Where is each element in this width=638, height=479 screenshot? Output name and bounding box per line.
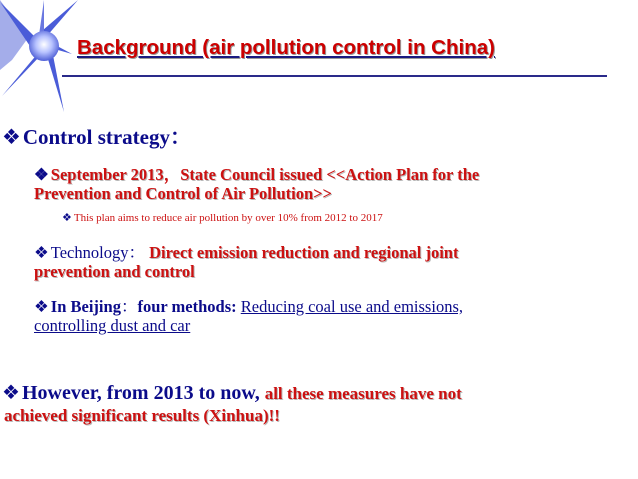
action-plan-title: Prevention and Control of Air Pollution>> (34, 184, 332, 203)
technology-label: Technology (50, 243, 129, 262)
diamond-bullet-icon: ❖ (34, 165, 49, 184)
however-line-1 (2, 380, 462, 405)
control-strategy-label: Control strategy (22, 125, 170, 149)
title-divider (62, 75, 607, 77)
four-methods-text: four methods: (137, 297, 241, 316)
september-date: September 2013 (50, 165, 164, 184)
technology-text-cont: prevention and control (34, 262, 195, 281)
colon: ： (120, 297, 138, 316)
methods-text-cont: controlling dust and car (34, 316, 191, 335)
plan-aim-line (62, 211, 383, 224)
however-text-cont: achieved significant results (Xinhua)!! (4, 406, 280, 425)
state-council-text: State Council issued <<Action Plan for the (180, 165, 480, 184)
september-line-2 (34, 184, 332, 204)
colon: ： (170, 125, 191, 149)
technology-text: Direct emission reduction and regional joint (149, 243, 459, 262)
colon: ： (128, 243, 145, 262)
comma: ， (163, 165, 181, 184)
diamond-bullet-icon: ❖ (62, 212, 72, 224)
slide-title: Background (air pollution control in China) (77, 36, 495, 59)
however-lead: However, from 2013 to now, (21, 382, 265, 404)
technology-line-1 (34, 239, 458, 263)
diamond-bullet-icon: ❖ (34, 243, 49, 262)
diamond-bullet-icon: ❖ (2, 382, 20, 404)
control-strategy-line (2, 121, 191, 151)
plan-aim-text: This plan aims to reduce air pollution by over 10% from 2012 to 2017 (73, 212, 383, 224)
september-line-1 (34, 161, 479, 185)
diamond-bullet-icon: ❖ (34, 297, 49, 316)
however-text: all these measures have not (264, 384, 462, 403)
technology-line-2 (34, 262, 195, 282)
beijing-line-2 (34, 316, 190, 336)
diamond-bullet-icon: ❖ (2, 125, 21, 149)
however-line-2 (4, 406, 280, 426)
methods-text: Reducing coal use and emissions, (240, 297, 463, 316)
beijing-label: In Beijing (50, 297, 121, 316)
beijing-line-1 (34, 293, 463, 317)
